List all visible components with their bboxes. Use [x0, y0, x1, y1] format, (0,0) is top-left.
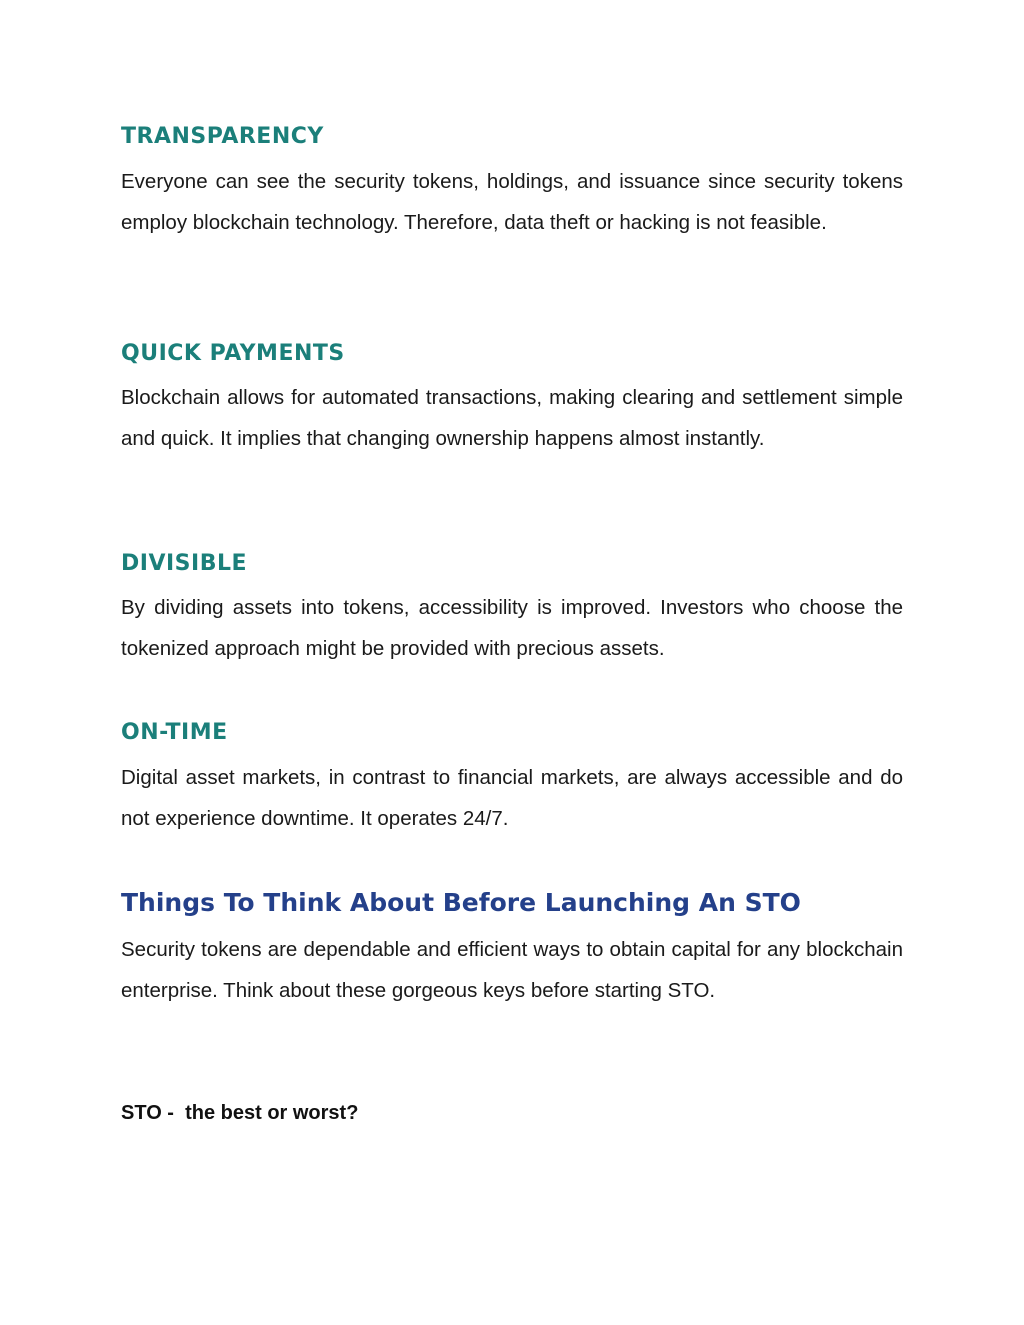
- sto-section-body: Security tokens are dependable and efficient ways to obtain capital for any blockchain enterprise. Think about these gorgeous keys before starting STO.: [121, 938, 903, 1002]
- section-body-on-time: Digital asset markets, in contrast to financial markets, are always accessible and do not experience downtime. It operates 24/7.: [121, 766, 903, 830]
- section-heading-on-time: ON-TIME: [121, 720, 228, 745]
- section-heading-transparency: TRANSPARENCY: [121, 124, 324, 149]
- section-heading-divisible: DIVISIBLE: [121, 551, 248, 576]
- section-body-quick-payments: Blockchain allows for automated transactions, making clearing and settlement simple and quick. It implies that changing ownership happens almost instantly.: [121, 386, 903, 450]
- sto-subheading: STO - the best or worst?: [121, 1102, 359, 1124]
- section-body-transparency: Everyone can see the security tokens, holdings, and issuance since security tokens employ blockchain technology. Therefore, data theft or hacking is not feasible.: [121, 170, 903, 234]
- section-heading-quick-payments: QUICK PAYMENTS: [121, 341, 345, 366]
- section-body-divisible: By dividing assets into tokens, accessibility is improved. Investors who choose the tokenized approach might be provided with precious assets.: [121, 596, 903, 660]
- sto-section-title: Things To Think About Before Launching An STO: [121, 888, 801, 917]
